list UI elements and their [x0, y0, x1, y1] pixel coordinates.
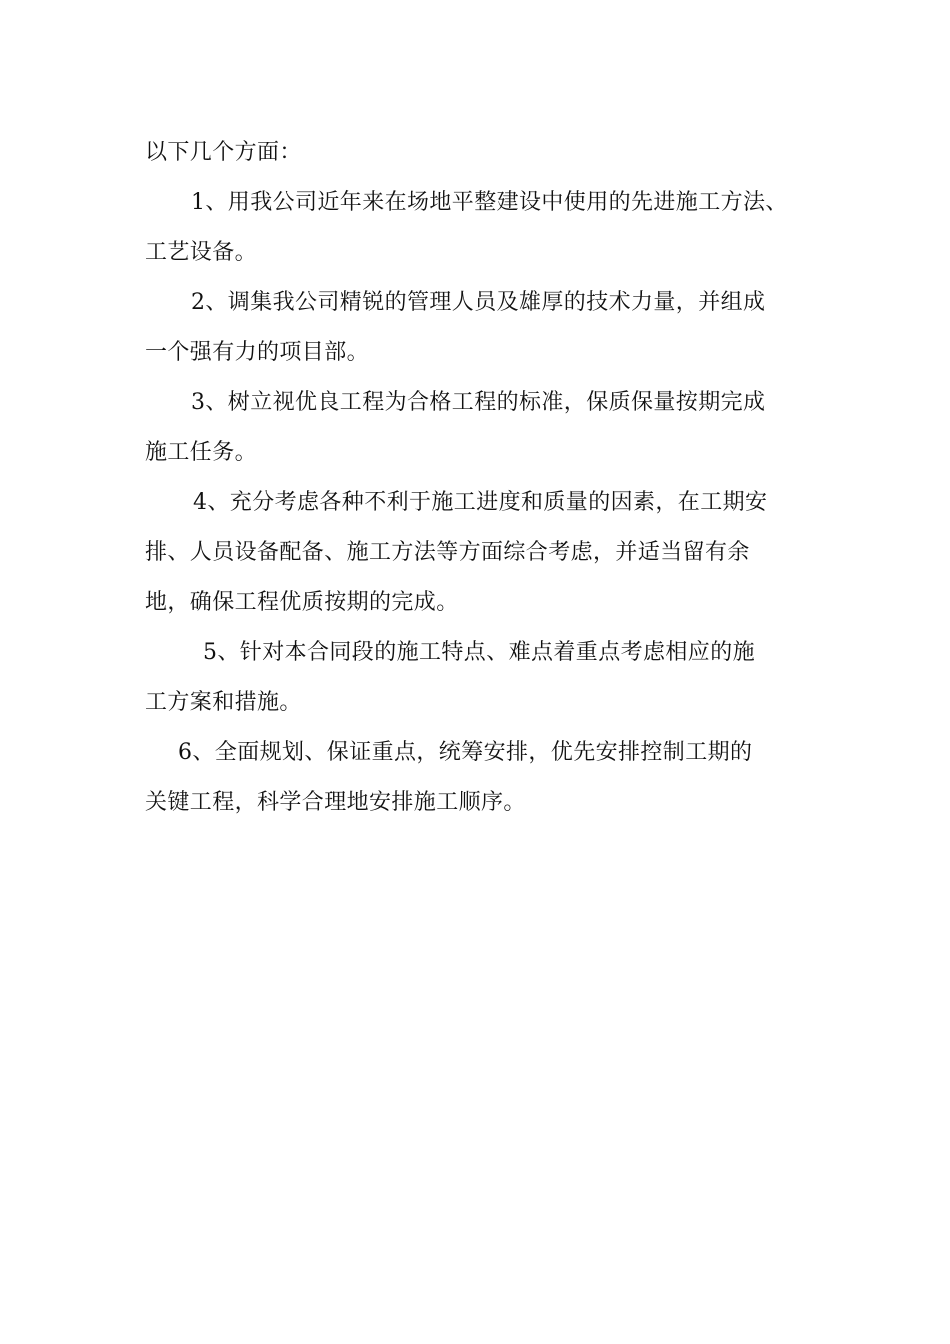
item-1-line-1: 1、用我公司近年来在场地平整建设中使用的先进施工方法、	[191, 190, 788, 215]
item-6-line-1: 6、全面规划、保证重点，统筹安排，优先安排控制工期的	[178, 740, 753, 765]
item-2-line-1: 2、调集我公司精锐的管理人员及雄厚的技术力量，并组成	[191, 290, 766, 315]
item-3-line-2: 施工任务。	[145, 440, 258, 465]
document-body	[145, 128, 810, 828]
item-5-line-1: 5、针对本合同段的施工特点、难点着重点考虑相应的施	[203, 640, 755, 665]
item-1-line-2: 工艺设备。	[145, 240, 258, 265]
item-3-line-1: 3、树立视优良工程为合格工程的标准，保质保量按期完成	[191, 390, 766, 415]
item-4-line-3: 地，确保工程优质按期的完成。	[145, 590, 459, 615]
item-4-line-1: 4、充分考虑各种不利于施工进度和质量的因素，在工期安	[193, 490, 768, 515]
item-2-line-2: 一个强有力的项目部。	[145, 340, 370, 365]
intro-line: 以下几个方面：	[145, 140, 302, 165]
item-5-line-2: 工方案和措施。	[145, 690, 302, 715]
item-6-line-2: 关键工程，科学合理地安排施工顺序。	[145, 790, 526, 815]
item-4-line-2: 排、人员设备配备、施工方法等方面综合考虑，并适当留有余	[145, 540, 750, 565]
